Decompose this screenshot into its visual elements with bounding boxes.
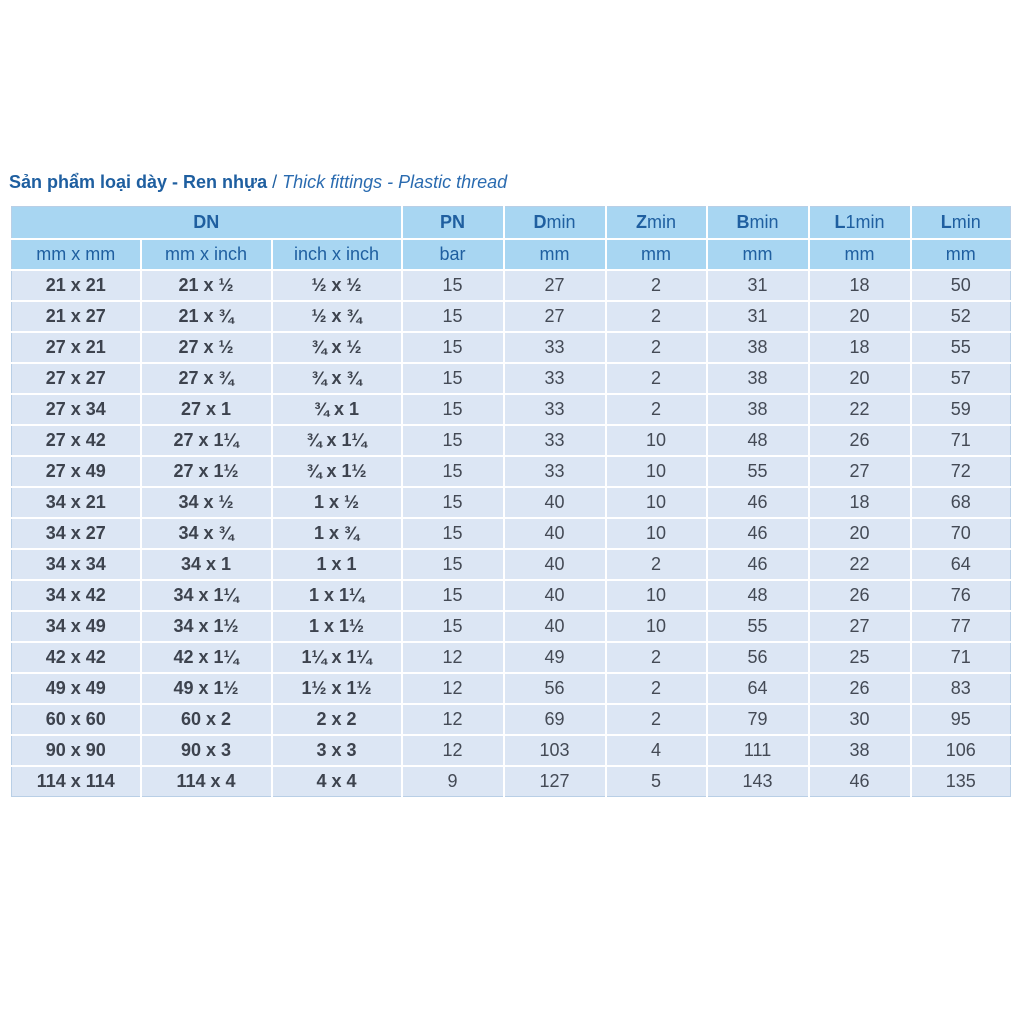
cell-dmin: 27	[504, 301, 606, 332]
cell-lmin: 59	[911, 394, 1011, 425]
cell-zmin: 10	[606, 487, 707, 518]
table-row	[12, 580, 1011, 611]
cell-pn: 15	[402, 394, 504, 425]
cell-bmin: 46	[707, 487, 809, 518]
cell-dmin: 40	[504, 518, 606, 549]
cell-dn-mm-inch: 27 x ¾	[141, 363, 272, 394]
cell-dn-mm-mm: 34 x 49	[12, 611, 141, 642]
cell-dn-inch-inch: 1 x ¾	[272, 518, 402, 549]
header-zmin-rest: min	[647, 212, 677, 232]
cell-dmin: 40	[504, 549, 606, 580]
table-row	[12, 425, 1011, 456]
cell-l1min: 27	[809, 611, 911, 642]
header-dn: DN	[12, 207, 402, 240]
table-row	[12, 456, 1011, 487]
header-bmin-cap: B	[736, 212, 750, 232]
cell-dmin: 103	[504, 735, 606, 766]
unit-l1min: mm	[809, 239, 911, 270]
cell-dn-mm-inch: 42 x 1¼	[141, 642, 272, 673]
cell-dn-mm-inch: 21 x ¾	[141, 301, 272, 332]
cell-zmin: 2	[606, 363, 707, 394]
cell-bmin: 38	[707, 394, 809, 425]
header-zmin	[606, 207, 707, 240]
cell-pn: 15	[402, 425, 504, 456]
header-l1min-rest: 1min	[845, 212, 885, 232]
cell-dn-inch-inch: 4 x 4	[272, 766, 402, 797]
cell-l1min: 18	[809, 487, 911, 518]
cell-dn-inch-inch: ¾ x 1	[272, 394, 402, 425]
cell-bmin: 79	[707, 704, 809, 735]
cell-bmin: 55	[707, 456, 809, 487]
cell-pn: 15	[402, 270, 504, 301]
cell-lmin: 70	[911, 518, 1011, 549]
cell-pn: 15	[402, 301, 504, 332]
cell-l1min: 20	[809, 301, 911, 332]
header-dmin-cap: D	[533, 212, 547, 232]
cell-lmin: 72	[911, 456, 1011, 487]
cell-bmin: 31	[707, 270, 809, 301]
cell-dn-inch-inch: ½ x ¾	[272, 301, 402, 332]
table-row	[12, 704, 1011, 735]
cell-dmin: 56	[504, 673, 606, 704]
cell-pn: 15	[402, 580, 504, 611]
cell-dn-mm-inch: 34 x ¾	[141, 518, 272, 549]
cell-dn-mm-inch: 114 x 4	[141, 766, 272, 797]
cell-bmin: 48	[707, 425, 809, 456]
cell-zmin: 4	[606, 735, 707, 766]
cell-dn-inch-inch: ¾ x ¾	[272, 363, 402, 394]
cell-dmin: 127	[504, 766, 606, 797]
cell-bmin: 55	[707, 611, 809, 642]
cell-lmin: 95	[911, 704, 1011, 735]
cell-zmin: 2	[606, 301, 707, 332]
table-row	[12, 363, 1011, 394]
cell-l1min: 18	[809, 332, 911, 363]
cell-dn-mm-mm: 42 x 42	[12, 642, 141, 673]
cell-dn-mm-mm: 34 x 34	[12, 549, 141, 580]
cell-dn-inch-inch: ¾ x ½	[272, 332, 402, 363]
title-vietnamese: Sản phẩm loại dày - Ren nhựa	[9, 172, 268, 192]
cell-dn-mm-inch: 27 x ½	[141, 332, 272, 363]
table-row	[12, 301, 1011, 332]
header-row-main	[12, 207, 1011, 240]
cell-dmin: 27	[504, 270, 606, 301]
header-lmin-cap: L	[940, 212, 952, 232]
cell-dn-mm-inch: 34 x 1½	[141, 611, 272, 642]
cell-pn: 9	[402, 766, 504, 797]
cell-dn-mm-inch: 34 x ½	[141, 487, 272, 518]
header-l1min	[809, 207, 911, 240]
cell-bmin: 38	[707, 363, 809, 394]
table-row	[12, 518, 1011, 549]
cell-pn: 15	[402, 332, 504, 363]
cell-dmin: 40	[504, 487, 606, 518]
table-row	[12, 270, 1011, 301]
cell-l1min: 26	[809, 425, 911, 456]
title-separator: /	[267, 172, 283, 192]
cell-dmin: 33	[504, 394, 606, 425]
cell-zmin: 2	[606, 332, 707, 363]
cell-lmin: 83	[911, 673, 1011, 704]
cell-bmin: 46	[707, 549, 809, 580]
cell-dn-inch-inch: 1 x ½	[272, 487, 402, 518]
cell-lmin: 57	[911, 363, 1011, 394]
cell-dn-inch-inch: 2 x 2	[272, 704, 402, 735]
cell-zmin: 10	[606, 611, 707, 642]
table-row	[12, 487, 1011, 518]
cell-zmin: 5	[606, 766, 707, 797]
header-lmin	[911, 207, 1011, 240]
cell-dn-mm-mm: 27 x 42	[12, 425, 141, 456]
cell-lmin: 106	[911, 735, 1011, 766]
cell-l1min: 22	[809, 394, 911, 425]
cell-dn-mm-mm: 34 x 27	[12, 518, 141, 549]
cell-dmin: 49	[504, 642, 606, 673]
cell-dn-inch-inch: 1 x 1	[272, 549, 402, 580]
cell-dn-inch-inch: ½ x ½	[272, 270, 402, 301]
cell-dn-mm-inch: 27 x 1¼	[141, 425, 272, 456]
cell-bmin: 111	[707, 735, 809, 766]
header-pn: PN	[402, 207, 504, 240]
cell-pn: 12	[402, 704, 504, 735]
cell-dn-mm-mm: 21 x 21	[12, 270, 141, 301]
cell-lmin: 71	[911, 425, 1011, 456]
cell-lmin: 77	[911, 611, 1011, 642]
cell-dmin: 33	[504, 425, 606, 456]
cell-l1min: 20	[809, 363, 911, 394]
cell-dn-mm-mm: 27 x 49	[12, 456, 141, 487]
cell-zmin: 2	[606, 270, 707, 301]
cell-bmin: 56	[707, 642, 809, 673]
cell-l1min: 46	[809, 766, 911, 797]
cell-l1min: 25	[809, 642, 911, 673]
cell-dn-mm-inch: 27 x 1½	[141, 456, 272, 487]
cell-dn-mm-mm: 21 x 27	[12, 301, 141, 332]
cell-dn-mm-mm: 60 x 60	[12, 704, 141, 735]
unit-pn: bar	[402, 239, 504, 270]
cell-dmin: 40	[504, 611, 606, 642]
cell-zmin: 2	[606, 704, 707, 735]
header-row-units	[12, 239, 1011, 270]
cell-dn-inch-inch: 3 x 3	[272, 735, 402, 766]
header-l1min-cap: L	[834, 212, 846, 232]
unit-zmin: mm	[606, 239, 707, 270]
header-bmin-rest: min	[749, 212, 779, 232]
cell-bmin: 64	[707, 673, 809, 704]
cell-dn-inch-inch: ¾ x 1¼	[272, 425, 402, 456]
cell-zmin: 10	[606, 456, 707, 487]
cell-pn: 15	[402, 549, 504, 580]
table-row	[12, 611, 1011, 642]
table-row	[12, 549, 1011, 580]
header-lmin-rest: min	[951, 212, 981, 232]
cell-l1min: 26	[809, 580, 911, 611]
header-bmin	[707, 207, 809, 240]
cell-dn-inch-inch: 1½ x 1½	[272, 673, 402, 704]
cell-dn-mm-mm: 27 x 21	[12, 332, 141, 363]
cell-dn-mm-mm: 49 x 49	[12, 673, 141, 704]
cell-bmin: 38	[707, 332, 809, 363]
unit-lmin: mm	[911, 239, 1011, 270]
unit-mm-x-inch: mm x inch	[141, 239, 272, 270]
cell-bmin: 48	[707, 580, 809, 611]
cell-dn-mm-inch: 34 x 1	[141, 549, 272, 580]
header-dmin	[504, 207, 606, 240]
unit-mm-x-mm: mm x mm	[12, 239, 141, 270]
spec-table	[11, 206, 1011, 797]
cell-dmin: 69	[504, 704, 606, 735]
cell-dn-mm-inch: 60 x 2	[141, 704, 272, 735]
header-zmin-cap: Z	[636, 212, 648, 232]
cell-bmin: 46	[707, 518, 809, 549]
cell-pn: 12	[402, 642, 504, 673]
cell-lmin: 64	[911, 549, 1011, 580]
cell-lmin: 50	[911, 270, 1011, 301]
cell-pn: 12	[402, 735, 504, 766]
cell-l1min: 27	[809, 456, 911, 487]
cell-l1min: 26	[809, 673, 911, 704]
cell-dn-mm-inch: 34 x 1¼	[141, 580, 272, 611]
cell-l1min: 20	[809, 518, 911, 549]
cell-dmin: 33	[504, 332, 606, 363]
title-english: Thick fittings - Plastic thread	[282, 172, 508, 192]
cell-dn-mm-mm: 90 x 90	[12, 735, 141, 766]
cell-lmin: 52	[911, 301, 1011, 332]
cell-pn: 15	[402, 611, 504, 642]
cell-dn-inch-inch: ¾ x 1½	[272, 456, 402, 487]
header-dmin-rest: min	[546, 212, 576, 232]
table-row	[12, 332, 1011, 363]
cell-dmin: 33	[504, 456, 606, 487]
cell-zmin: 2	[606, 673, 707, 704]
cell-lmin: 55	[911, 332, 1011, 363]
cell-dn-mm-mm: 34 x 21	[12, 487, 141, 518]
cell-zmin: 2	[606, 642, 707, 673]
cell-pn: 15	[402, 363, 504, 394]
cell-l1min: 18	[809, 270, 911, 301]
table-row	[12, 673, 1011, 704]
table-row	[12, 642, 1011, 673]
cell-lmin: 135	[911, 766, 1011, 797]
cell-pn: 15	[402, 487, 504, 518]
cell-pn: 15	[402, 456, 504, 487]
cell-dmin: 40	[504, 580, 606, 611]
cell-dn-mm-inch: 49 x 1½	[141, 673, 272, 704]
cell-zmin: 10	[606, 580, 707, 611]
unit-bmin: mm	[707, 239, 809, 270]
cell-l1min: 22	[809, 549, 911, 580]
cell-dn-mm-inch: 27 x 1	[141, 394, 272, 425]
cell-lmin: 71	[911, 642, 1011, 673]
table-row	[12, 766, 1011, 797]
table-row	[12, 394, 1011, 425]
table-row	[12, 735, 1011, 766]
cell-lmin: 68	[911, 487, 1011, 518]
cell-dn-mm-inch: 21 x ½	[141, 270, 272, 301]
cell-dn-inch-inch: 1 x 1¼	[272, 580, 402, 611]
cell-dmin: 33	[504, 363, 606, 394]
cell-dn-mm-mm: 114 x 114	[12, 766, 141, 797]
cell-bmin: 143	[707, 766, 809, 797]
cell-dn-inch-inch: 1¼ x 1¼	[272, 642, 402, 673]
cell-zmin: 10	[606, 425, 707, 456]
cell-l1min: 30	[809, 704, 911, 735]
cell-dn-mm-mm: 34 x 42	[12, 580, 141, 611]
cell-dn-mm-mm: 27 x 27	[12, 363, 141, 394]
cell-zmin: 10	[606, 518, 707, 549]
unit-inch-x-inch: inch x inch	[272, 239, 402, 270]
cell-dn-inch-inch: 1 x 1½	[272, 611, 402, 642]
cell-bmin: 31	[707, 301, 809, 332]
cell-dn-mm-inch: 90 x 3	[141, 735, 272, 766]
unit-dmin: mm	[504, 239, 606, 270]
cell-lmin: 76	[911, 580, 1011, 611]
table-title	[9, 170, 507, 194]
cell-pn: 15	[402, 518, 504, 549]
cell-pn: 12	[402, 673, 504, 704]
cell-zmin: 2	[606, 394, 707, 425]
cell-dn-mm-mm: 27 x 34	[12, 394, 141, 425]
cell-zmin: 2	[606, 549, 707, 580]
cell-l1min: 38	[809, 735, 911, 766]
table-body	[12, 270, 1011, 797]
